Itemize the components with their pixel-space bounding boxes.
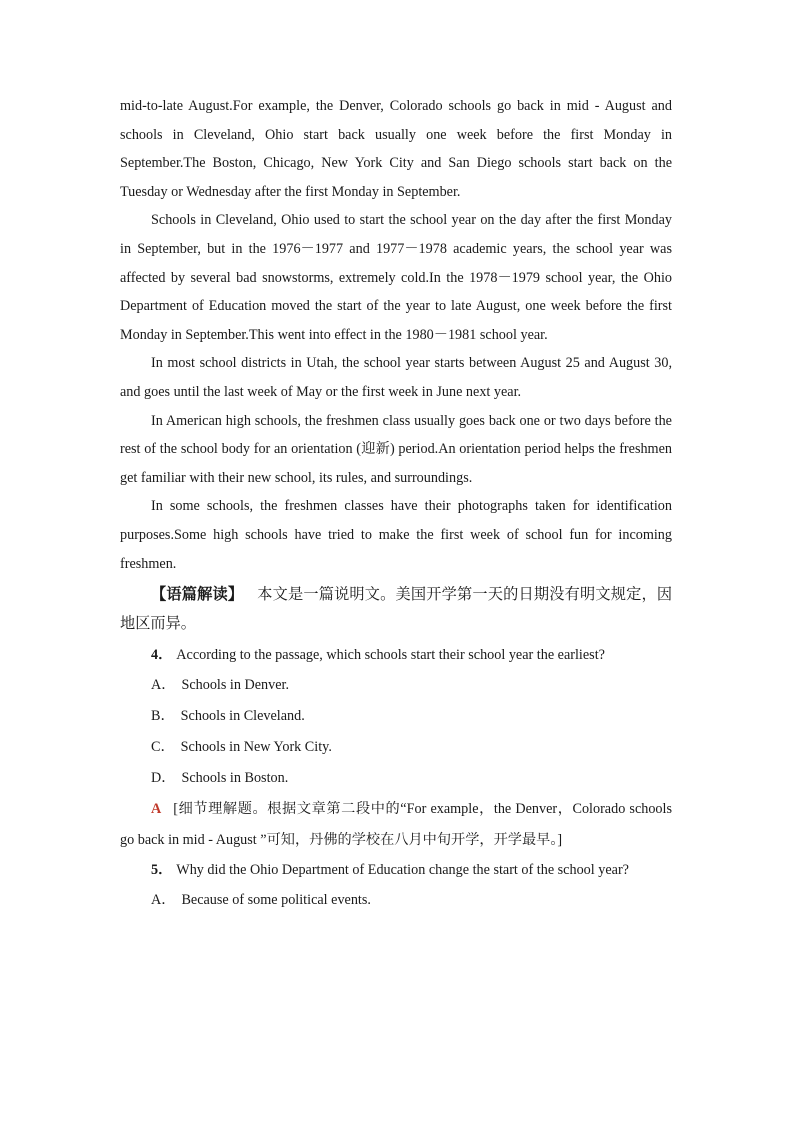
answer-explanation: [细节理解题。根据文章第二段中的“For example，the Denver，Colorado schools go back in mid - August ”可知，丹佛的学校在八月中旬开学，开学最早。] <box>120 801 672 848</box>
passage-paragraph-4: In American high schools, the freshmen class usually goes back one or two days before the rest of the school body for an orientation (迎新) period.An orientation period helps the freshmen get familiar with their new school, its rules, and surroundings. <box>120 412 672 486</box>
option-text: Because of some political events. <box>181 892 371 909</box>
question-4-option-a <box>120 670 672 701</box>
passage-paragraph-2: Schools in Cleveland, Ohio used to start the school year on the day after the first Monday in September, but in the 1976－1977 and 1977－1978 academic years, the school year was affected by several bad snowstorms, extremely cold.In the 1978－1979 school year, the Ohio Department of Education moved the start of the year to late August, one week before the first Monday in September.This went into effect in the 1980－1981 school year. <box>120 212 672 343</box>
analysis-text: 本文是一篇说明文。美国开学第一天的日期没有明文规定，因地区而异。 <box>120 586 673 632</box>
passage-paragraph-5: In some schools, the freshmen classes have their photographs taken for identification purposes.Some high schools have tried to make the first week of school fun for incoming freshmen. <box>120 498 672 572</box>
answer-letter: A <box>151 801 162 818</box>
passage-paragraph-1: mid-to-late August.For example, the Denver, Colorado schools go back in mid - August and schools in Cleveland, Ohio start back usually one week before the first Monday in September.The Boston, Chicago, New York City and San Diego schools start back on the Tuesday or Wednesday after the first Monday in September. <box>120 98 672 200</box>
question-4 <box>120 640 672 855</box>
question-4-stem <box>120 640 672 670</box>
option-letter: C． <box>151 739 175 756</box>
option-letter: B． <box>151 708 175 725</box>
document-page <box>120 92 672 916</box>
question-5-option-a <box>120 885 672 916</box>
question-4-option-d <box>120 763 672 794</box>
question-5-number: 5． <box>151 862 173 879</box>
question-4-answer <box>120 794 672 855</box>
question-5-text: Why did the Ohio Department of Education change the start of the school year? <box>176 862 629 879</box>
question-4-number: 4． <box>151 647 173 664</box>
option-text: Schools in Denver. <box>181 677 290 694</box>
analysis-tag: 【语篇解读】 <box>151 586 244 604</box>
option-letter: D． <box>151 770 176 787</box>
option-letter: A． <box>151 677 176 694</box>
question-4-option-b <box>120 701 672 732</box>
passage-analysis <box>120 581 672 638</box>
question-4-option-c <box>120 732 672 763</box>
question-4-text: According to the passage, which schools start their school year the earliest? <box>176 647 605 664</box>
option-text: Schools in Boston. <box>181 770 289 787</box>
passage-paragraph-3: In most school districts in Utah, the school year starts between August 25 and August 30, and goes until the last week of May or the first week in June next year. <box>120 355 672 400</box>
question-5 <box>120 855 672 916</box>
option-letter: A． <box>151 892 176 909</box>
option-text: Schools in Cleveland. <box>180 708 305 725</box>
option-text: Schools in New York City. <box>180 739 332 756</box>
question-5-stem <box>120 855 672 885</box>
